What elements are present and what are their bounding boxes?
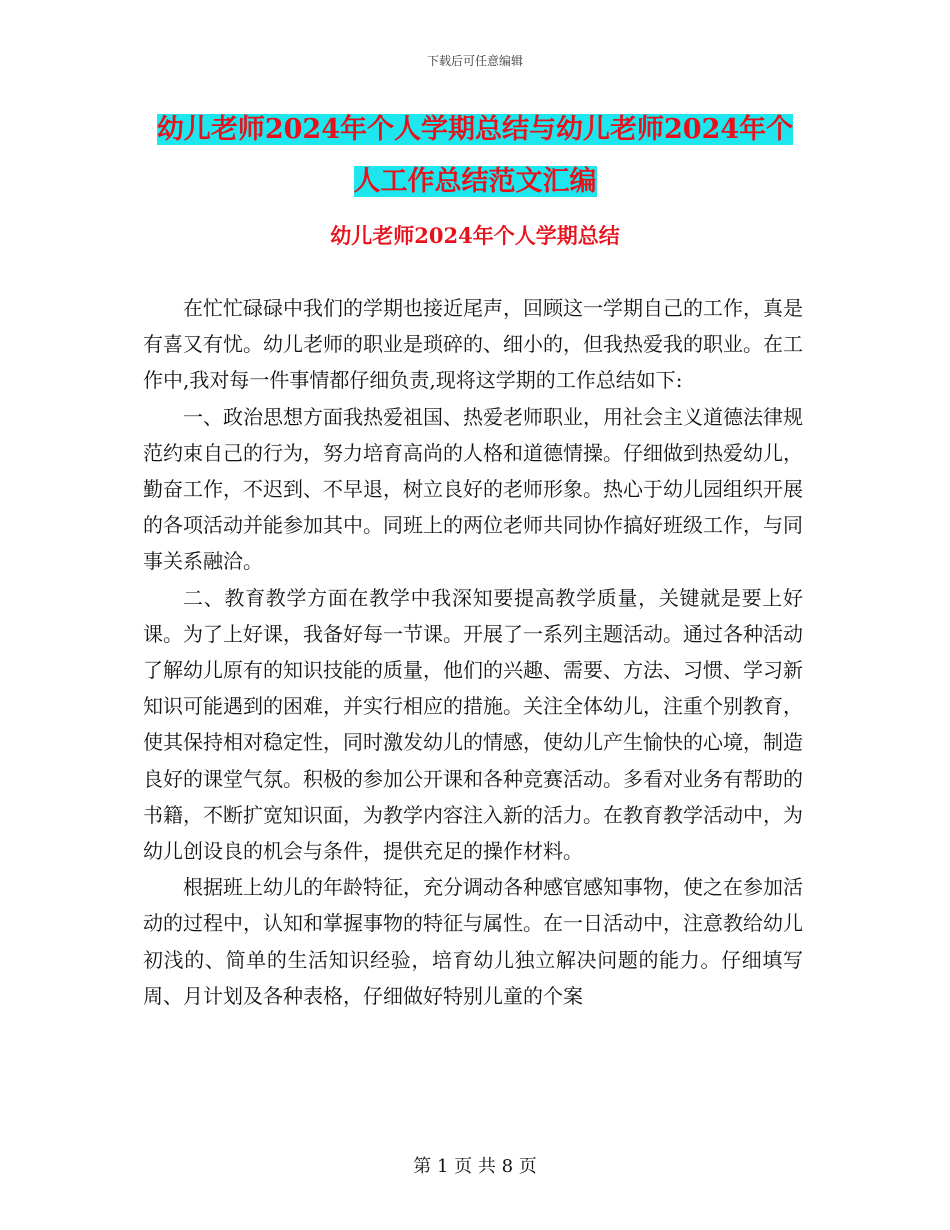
document-title-line-1: 幼儿老师2024年个人学期总结与幼儿老师2024年个 — [156, 114, 794, 145]
page-footer: 第 1 页 共 8 页 — [413, 1156, 537, 1177]
body-text — [143, 290, 803, 1014]
document-title-line-2: 人工作总结范文汇编 — [353, 166, 597, 197]
paragraph: 根据班上幼儿的年龄特征，充分调动各种感官感知事物，使之在参加活动的过程中，认知和掌握事物的特征与属性。在一日活动中，注意教给幼儿初浅的、简单的生活知识经验，培育幼儿独立解决问题的能力。仔细填写周、月计划及各种表格，仔细做好特别儿童的个案 — [143, 875, 803, 1008]
header-note: 下载后可任意编辑 — [426, 54, 523, 68]
section-title: 幼儿老师2024年个人学期总结 — [330, 223, 620, 248]
document-title — [150, 104, 800, 208]
paragraph: 二、教育教学方面在教学中我深知要提高教学质量，关键就是要上好课。为了上好课，我备好每一节课。开展了一系列主题活动。通过各种活动了解幼儿原有的知识技能的质量，他们的兴趣、需要、方法、习惯、学习新知识可能遇到的困难，并实行相应的措施。关注全体幼儿，注重个别教育，使其保持相对稳定性，同时激发幼儿的情感，使幼儿产生愉快的心境，制造良好的课堂气氛。积极的参加公开课和各种竞赛活动。多看对业务有帮助的书籍，不断扩宽知识面，为教学内容注入新的活力。在教育教学活动中，为幼儿创设良的机会与条件，提供充足的操作材料。 — [143, 585, 803, 864]
paragraph: 一、政治思想方面我热爱祖国、热爱老师职业，用社会主义道德法律规范约束自己的行为，努力培育高尚的人格和道德情操。仔细做到热爱幼儿，勤奋工作，不迟到、不早退，树立良好的老师形象。热心于幼儿园组织开展的各项活动并能参加其中。同班上的两位老师共同协作搞好班级工作，与同事关系融洽。 — [143, 404, 803, 574]
paragraph: 在忙忙碌碌中我们的学期也接近尾声，回顾这一学期自己的工作，真是有喜又有忧。幼儿老师的职业是琐碎的、细小的，但我热爱我的职业。在工作中,我对每一件事情都仔细负责,现将这学期的工作总结如下: — [143, 296, 803, 393]
